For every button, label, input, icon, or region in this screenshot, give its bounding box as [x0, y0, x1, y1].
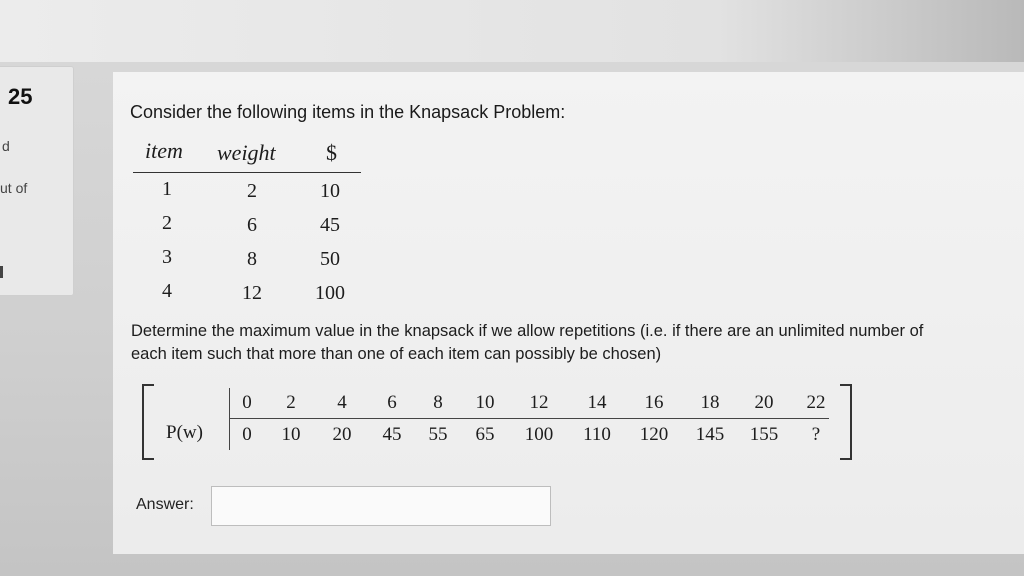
value-cell: 100 [315, 282, 345, 304]
weight-cell: 2 [247, 180, 257, 202]
sidebar-text-2: ut of [0, 180, 28, 196]
profit-cell: 10 [281, 424, 301, 445]
header-item: item [145, 138, 183, 163]
question-number: 25 [8, 84, 33, 109]
weight-header-cell: 22 [806, 392, 826, 413]
profit-cell: 0 [242, 424, 252, 445]
weight-cell: 6 [247, 214, 257, 236]
browser-top-band [0, 0, 1024, 62]
weight-header-cell: 8 [433, 392, 443, 413]
dp-matrix [142, 384, 852, 456]
weight-header-cell: 4 [337, 392, 347, 413]
weight-header-cell: 2 [286, 392, 296, 413]
profit-cell: 55 [428, 424, 448, 445]
value-cell: 10 [320, 180, 340, 202]
weight-cell: 12 [242, 282, 262, 304]
value-cell: 45 [320, 214, 340, 236]
item-cell: 3 [162, 246, 172, 268]
question-prompt: Consider the following items in the Knapsack Problem: [130, 102, 566, 122]
item-cell: 4 [162, 280, 172, 302]
profit-cell: 145 [695, 424, 725, 445]
matrix-right-bracket [840, 384, 852, 460]
weight-header-cell: 18 [700, 392, 720, 413]
header-dollar: $ [326, 140, 337, 165]
weight-header-cell: 12 [529, 392, 549, 413]
header-rule [133, 172, 361, 173]
item-cell: 1 [162, 178, 172, 200]
matrix-left-bracket [142, 384, 154, 460]
profit-cell: 20 [332, 424, 352, 445]
question-description: Determine the maximum value in the knapsack if we allow repetitions (i.e. if there are an unlimited number of each item such that more than one of each item can possibly be chosen) [131, 322, 924, 363]
weight-cell: 8 [247, 248, 257, 270]
header-weight: weight [217, 140, 276, 165]
profit-cell: 65 [475, 424, 495, 445]
answer-input[interactable] [211, 486, 551, 526]
weight-header-cell: 6 [387, 392, 397, 413]
weight-header-cell: 10 [475, 392, 495, 413]
profit-cell: 120 [639, 424, 669, 445]
weight-header-cell: 16 [644, 392, 664, 413]
profit-cell: 110 [583, 424, 611, 445]
sidebar-text-1: d [2, 138, 10, 154]
weight-header-cell: 0 [242, 392, 252, 413]
weight-header-cell: 20 [754, 392, 774, 413]
weight-header-cell: 14 [587, 392, 607, 413]
item-cell: 2 [162, 212, 172, 234]
profit-cell: 100 [524, 424, 554, 445]
answer-label: Answer: [136, 496, 194, 513]
matrix-horizontal-rule [229, 418, 829, 419]
profit-cell: ? [811, 424, 821, 445]
profit-cell: 155 [749, 424, 779, 445]
profit-cell: 45 [382, 424, 402, 445]
value-cell: 50 [320, 248, 340, 270]
sidebar-flag-mark[interactable] [0, 266, 3, 278]
matrix-row-label: P(w) [166, 422, 203, 443]
